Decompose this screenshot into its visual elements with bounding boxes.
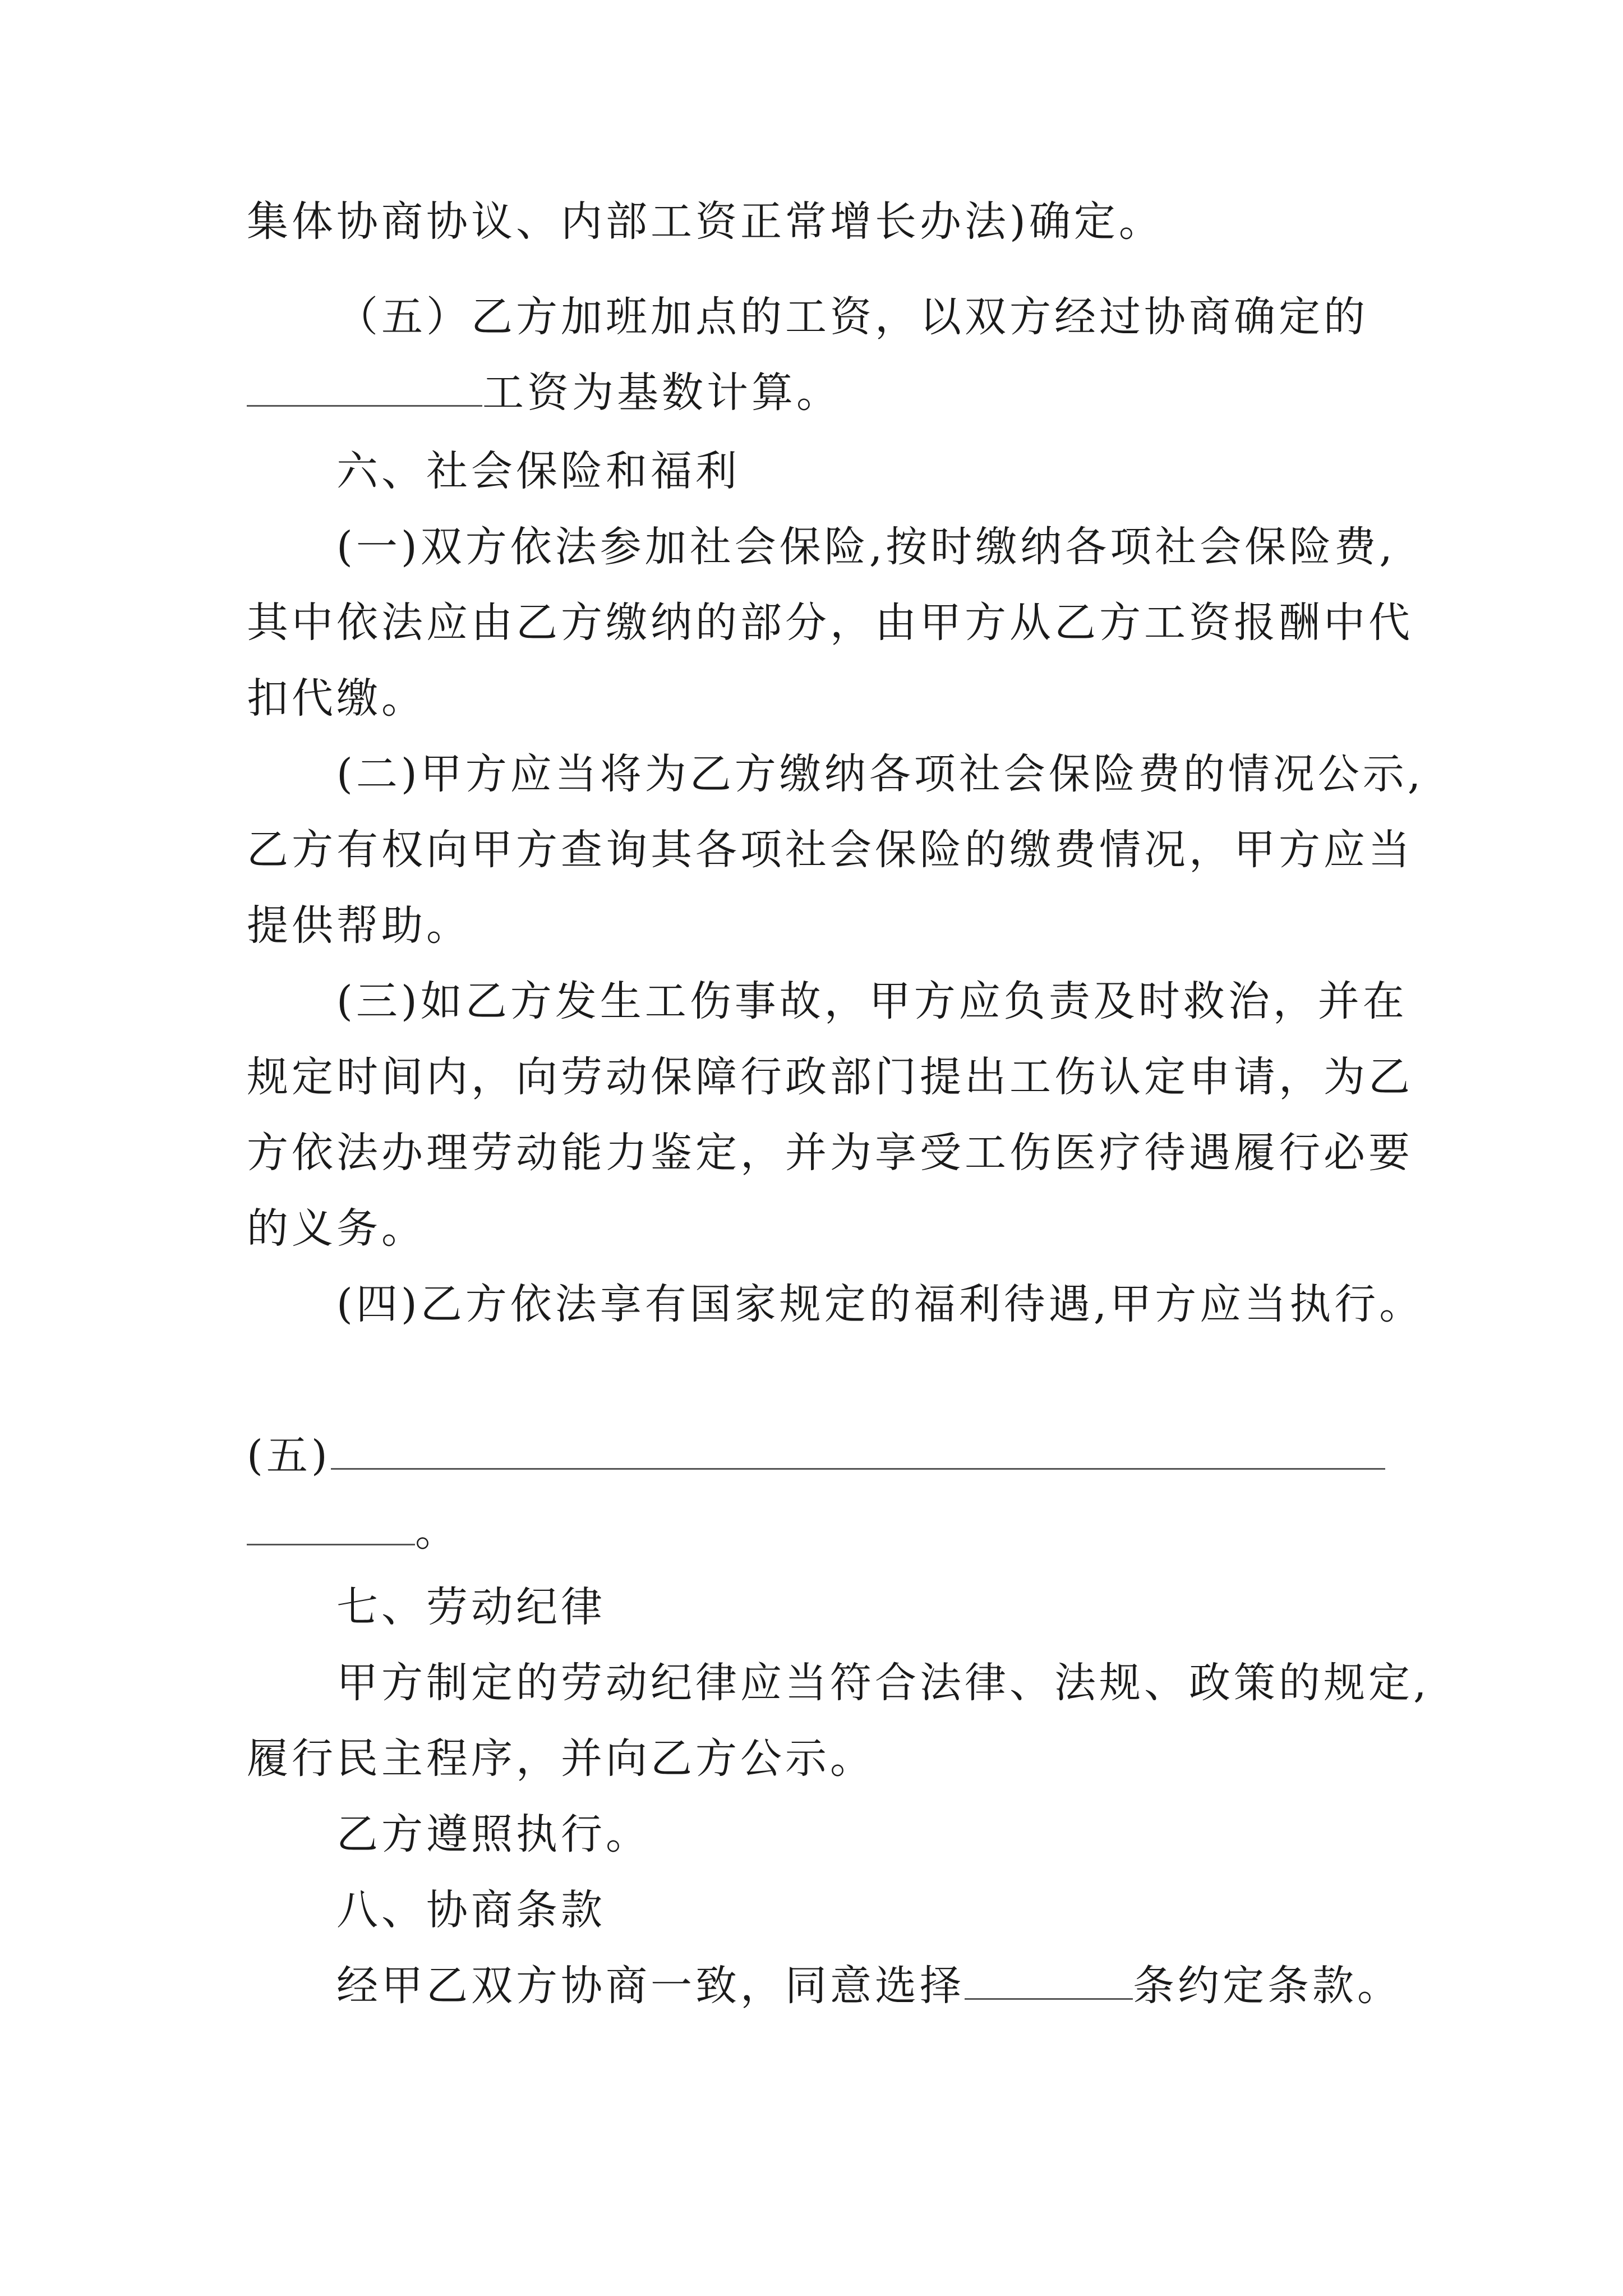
fill-in-blank[interactable] [331, 1430, 1385, 1470]
clause-1-social-insurance: (一)双方依法参加社会保险,按时缴纳各项社会保险费, [336, 523, 1396, 571]
paragraph-line [336, 1958, 1402, 2014]
paragraph-line: 提供帮助。 [247, 901, 471, 950]
clause-number: (五) [247, 1432, 331, 1480]
paragraph-line: 甲方制定的劳动纪律应当符合法律、法规、政策的规定, [336, 1659, 1430, 1707]
paragraph-text: 工资为基数计算。 [482, 369, 841, 417]
paragraph-line: 其中依法应由乙方缴纳的部分，由甲方从乙方工资报酬中代 [247, 599, 1413, 647]
paragraph-text: 。 [415, 1507, 460, 1556]
clause-5-blank [247, 1428, 1385, 1484]
fill-in-blank[interactable] [965, 1960, 1133, 2000]
paragraph-line: 规定时间内，向劳动保障行政部门提出工伤认定申请，为乙 [247, 1053, 1413, 1101]
paragraph-line [247, 1503, 460, 1559]
section-heading-negotiated-terms: 八、协商条款 [336, 1886, 606, 1934]
fill-in-blank[interactable] [247, 1506, 415, 1545]
paragraph-line: 的义务。 [247, 1204, 426, 1253]
paragraph-line: 方依法办理劳动能力鉴定，并为享受工伤医疗待遇履行必要 [247, 1129, 1413, 1177]
section-heading-labor-discipline: 七、劳动纪律 [336, 1583, 606, 1631]
paragraph-line [247, 365, 841, 421]
paragraph-line: 乙方遵照执行。 [336, 1810, 651, 1858]
clause-5-overtime-wage: （五）乙方加班加点的工资，以双方经过协商确定的 [336, 293, 1368, 341]
paragraph-line: 扣代缴。 [247, 674, 426, 723]
fill-in-blank[interactable] [247, 367, 482, 407]
clause-3-work-injury: (三)如乙方发生工伤事故，甲方应负责及时救治，并在 [336, 977, 1408, 1025]
section-heading-social-insurance: 六、社会保险和福利 [336, 447, 740, 495]
paragraph-line: 乙方有权向甲方查询其各项社会保险的缴费情况，甲方应当 [247, 826, 1413, 874]
clause-2-insurance-disclosure: (二)甲方应当将为乙方缴纳各项社会保险费的情况公示, [336, 750, 1424, 798]
paragraph-text: 条约定条款。 [1133, 1962, 1402, 2010]
paragraph-line: 集体协商协议、内部工资正常增长办法)确定。 [247, 197, 1164, 246]
paragraph-text: 经甲乙双方协商一致，同意选择 [336, 1962, 965, 2010]
paragraph-line: 履行民主程序，并向乙方公示。 [247, 1734, 875, 1783]
clause-4-welfare: (四)乙方依法享有国家规定的福利待遇,甲方应当执行。 [336, 1280, 1424, 1328]
